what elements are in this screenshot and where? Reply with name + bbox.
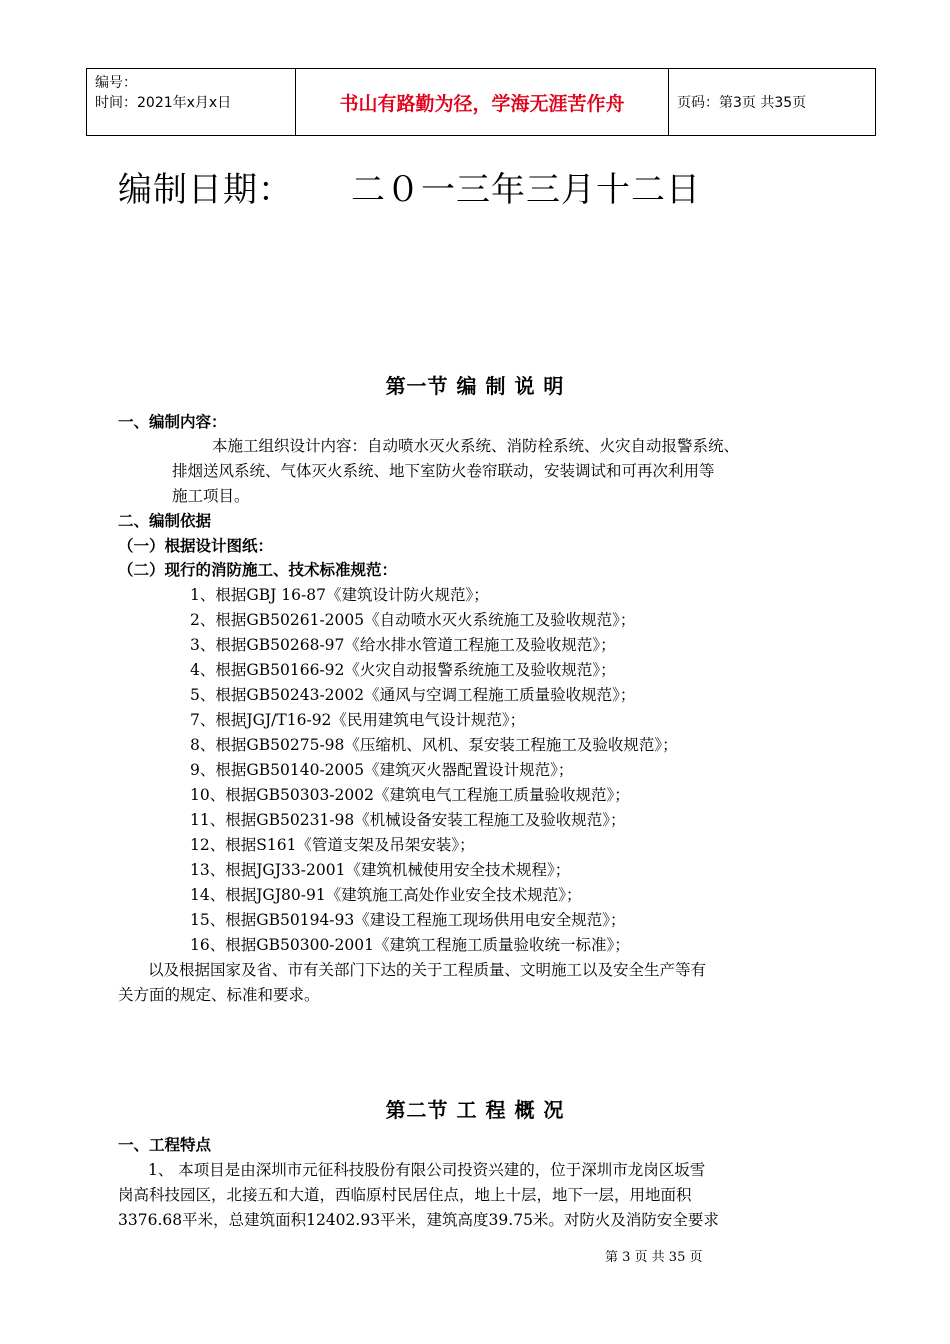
standard-item: 5、根据GB50243-2002《通风与空调工程施工质量验收规范》； [190,686,636,704]
feature-line: 3376.68平米，总建筑面积12402.93平米，建筑高度39.75米。对防火及消防安全要求 [118,1211,719,1229]
standard-item: 16、根据GB50300-2001《建筑工程施工质量验收统一标准》； [190,936,630,954]
standard-item: 7、根据JGJ/T16-92《民用建筑电气设计规范》； [190,711,526,729]
standard-item: 4、根据GB50166-92《火灾自动报警系统施工及验收规范》； [190,661,616,679]
compile-date-line [118,162,701,211]
feature-line: 1、 本项目是由深圳市元征科技股份有限公司投资兴建的，位于深圳市龙岗区坂雪 [148,1161,706,1179]
basis-heading: 二、编制依据 [118,512,212,530]
header-number-label: 编号： [95,75,137,91]
header-meta-cell [87,69,296,136]
section1-title: 第一节 编 制 说 明 [385,374,565,398]
standard-item: 13、根据JGJ33-2001《建筑机械使用安全技术规程》； [190,861,571,879]
standard-item: 14、根据JGJ80-91《建筑施工高处作业安全技术规范》； [190,886,582,904]
standard-item: 2、根据GB50261-2005《自动喷水灭火系统施工及验收规范》； [190,611,636,629]
feature-heading: 一、工程特点 [118,1136,212,1154]
feature-line: 岗高科技园区，北接五和大道，西临原村民居住点，地上十层，地下一层，用地面积 [118,1186,692,1204]
content-line: 施工项目。 [172,487,250,505]
standard-item: 3、根据GB50268-97《给水排水管道工程施工及验收规范》； [190,636,616,654]
header-motto: 书山有路勤为径，学海无涯苦作舟 [296,69,669,136]
section2-title: 第二节 工 程 概 况 [385,1098,565,1122]
basis-sub2: （二）现行的消防施工、技术标准规范： [118,561,398,579]
standard-item: 15、根据GB50194-93《建设工程施工现场供用电安全规范》； [190,911,626,929]
content-line: 排烟送风系统、气体灭火系统、地下室防火卷帘联动，安装调试和可再次利用等 [172,462,715,480]
standard-item: 10、根据GB50303-2002《建筑电气工程施工质量验收规范》； [190,786,630,804]
content-heading: 一、编制内容： [118,413,227,431]
page-footer: 第 3 页 共 35 页 [605,1250,703,1265]
standard-item: 9、根据GB50140-2005《建筑灭火器配置设计规范》； [190,761,574,779]
compile-date-value: 二０一三年三月十二日 [351,170,701,210]
closing-line: 以及根据国家及省、市有关部门下达的关于工程质量、文明施工以及安全生产等有 [148,961,707,979]
standard-item: 8、根据GB50275-98《压缩机、风机、泵安装工程施工及验收规范》； [190,736,678,754]
document-header-table [86,68,876,136]
standard-item: 12、根据S161《管道支架及吊架安装》； [190,836,475,854]
basis-sub1: （一）根据设计图纸： [118,537,274,555]
compile-date-label: 编制日期： [118,170,293,210]
header-page-label: 页码：第3页 共35页 [677,95,807,111]
standard-item: 1、根据GBJ 16-87《建筑设计防火规范》； [190,586,489,604]
closing-line: 关方面的规定、标准和要求。 [118,986,320,1004]
content-line: 本施工组织设计内容：自动喷水灭火系统、消防栓系统、火灾自动报警系统、 [212,437,740,455]
standard-item: 11、根据GB50231-98《机械设备安装工程施工及验收规范》； [190,811,626,829]
header-time-label: 时间：2021年x月x日 [95,95,232,111]
header-page-cell [669,69,876,136]
